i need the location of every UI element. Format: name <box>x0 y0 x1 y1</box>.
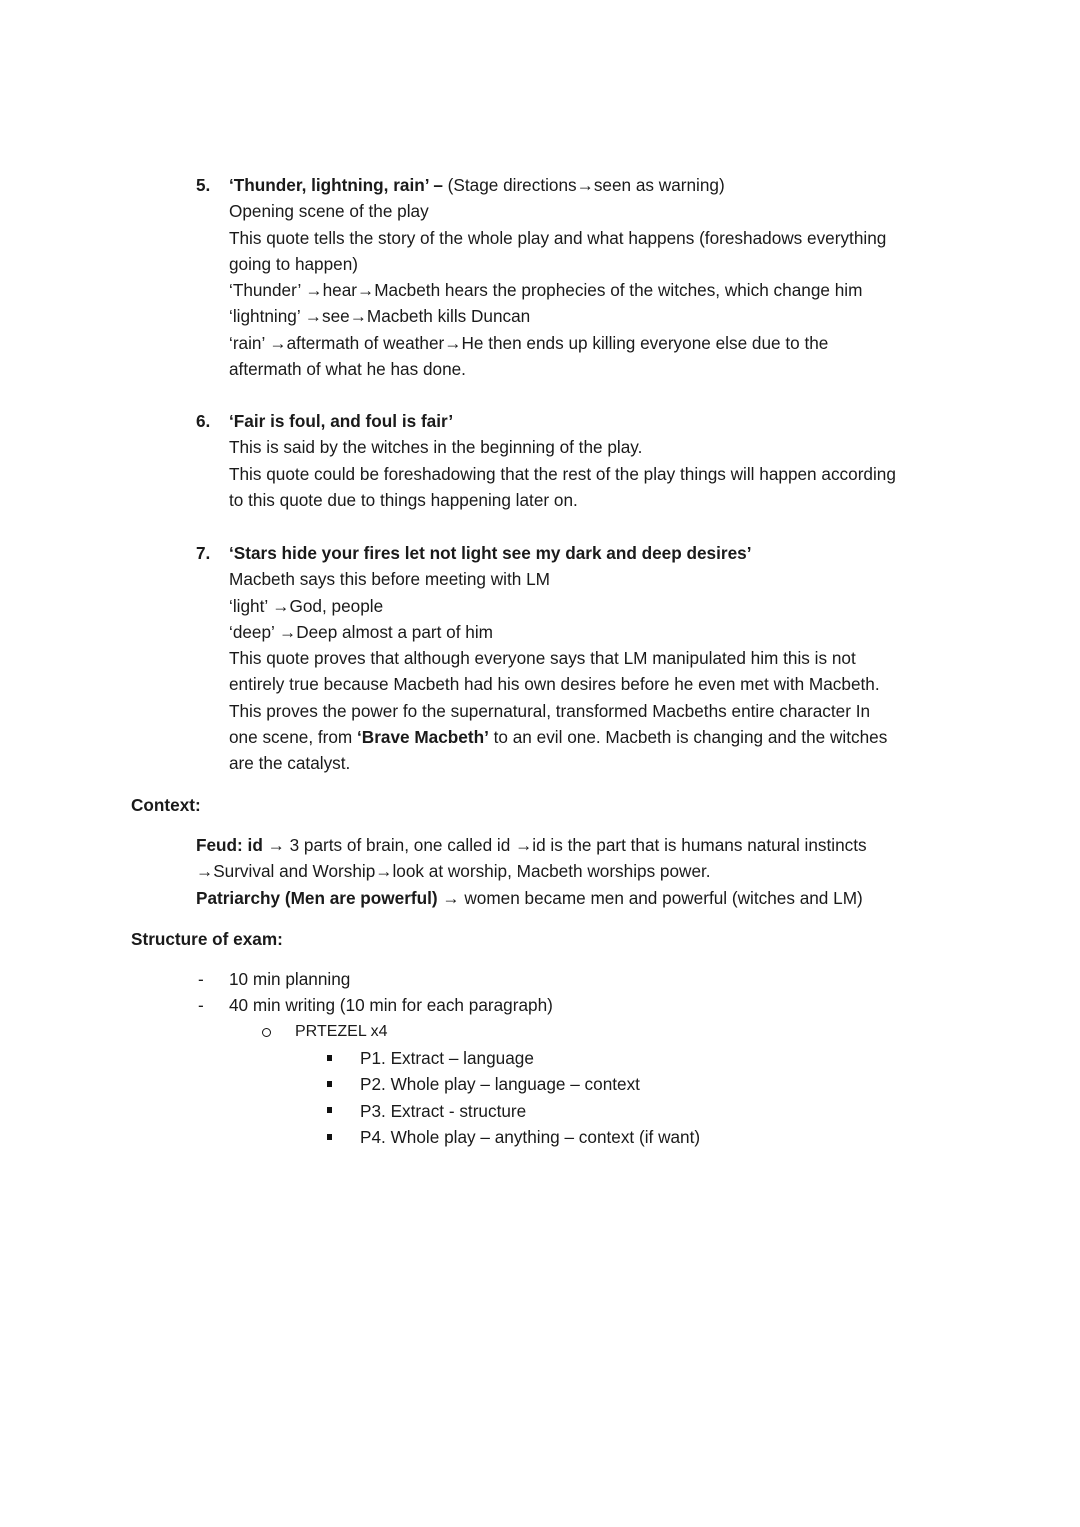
bold-quote: ‘Brave Macbeth’ <box>357 727 489 748</box>
quote-heading <box>229 540 751 566</box>
note-line: This quote proves that although everyone says that LM manipulated him this is not <box>229 648 856 669</box>
square-bullet-icon <box>327 1055 332 1061</box>
quote-heading <box>229 408 453 434</box>
context-term: Feud: id <box>196 835 263 855</box>
sub-list-item: PRTEZEL x4 <box>295 1022 388 1040</box>
context-line: →Survival and Worship→look at worship, Macbeth worships power. <box>196 861 711 882</box>
list-item: 10 min planning <box>229 969 351 989</box>
paragraph-item: P2. Whole play – language – context <box>360 1074 640 1095</box>
quote-text: ‘Fair is foul, and foul is fair’ <box>229 411 454 431</box>
line-text: one scene, from <box>229 727 358 748</box>
note-line: Opening scene of the play <box>229 201 429 222</box>
quote-text: ‘Stars hide your fires let not light see my dark and deep desires’ <box>229 543 752 563</box>
note-line: ‘rain’ →aftermath of weather→He then ends up killing everyone else due to the <box>229 332 829 353</box>
note-line: ‘deep’ →Deep almost a part of him <box>229 621 493 642</box>
quote-separator: – <box>428 175 448 195</box>
note-line: aftermath of what he has done. <box>229 359 466 380</box>
note-line: Macbeth says this before meeting with LM <box>229 569 550 590</box>
context-body <box>196 832 867 911</box>
quote-heading <box>229 172 725 198</box>
note-line <box>229 724 887 750</box>
note-line: This quote tells the story of the whole play and what happens (foreshadows everything <box>229 227 887 248</box>
note-line: are the catalyst. <box>229 753 351 774</box>
square-bullet-icon <box>327 1134 332 1140</box>
square-bullet-icon <box>327 1081 332 1087</box>
note-line: ‘lightning’ →see→Macbeth kills Duncan <box>229 306 531 327</box>
note-line: entirely true because Macbeth had his own desires before he even met with Macbeth. <box>229 674 880 695</box>
context-line <box>196 832 867 858</box>
square-bullet-icon <box>327 1107 332 1113</box>
quote-note: (Stage directions→seen as warning) <box>447 175 725 195</box>
quote-text: ‘Thunder, lightning, rain’ <box>229 175 429 195</box>
dash-bullet: - <box>198 995 204 1016</box>
item-number: 5. <box>196 175 211 195</box>
structure-heading: Structure of exam: <box>131 929 283 949</box>
paragraph-item: P4. Whole play – anything – context (if want) <box>360 1126 701 1147</box>
item-notes <box>229 434 896 513</box>
context-heading: Context: <box>131 795 201 815</box>
note-line: going to happen) <box>229 253 359 274</box>
note-line: to this quote due to things happening later on. <box>229 489 578 510</box>
note-line: ‘light’ →God, people <box>229 595 384 616</box>
note-line: This is said by the witches in the beginning of the play. <box>229 437 643 458</box>
note-line: ‘Thunder’ →hear→Macbeth hears the prophecies of the witches, which change him <box>229 280 863 301</box>
item-number: 6. <box>196 411 211 431</box>
note-line: This proves the power fo the supernatural, transformed Macbeths entire character In <box>229 700 871 721</box>
list-item: 40 min writing (10 min for each paragraph) <box>229 995 553 1016</box>
context-text: → women became men and powerful (witches and LM) <box>437 887 863 908</box>
context-line <box>196 885 867 911</box>
circle-bullet-icon <box>262 1028 271 1037</box>
context-text: → 3 parts of brain, one called id →id is the part that is humans natural instincts <box>262 835 867 855</box>
dash-bullet: - <box>198 969 204 989</box>
item-notes <box>229 566 887 776</box>
item-notes <box>229 198 886 382</box>
item-number: 7. <box>196 543 211 563</box>
paragraph-item: P3. Extract - structure <box>360 1100 527 1121</box>
paragraph-item: P1. Extract – language <box>360 1047 534 1068</box>
line-text: to an evil one. Macbeth is changing and the witches <box>488 727 888 748</box>
note-line: This quote could be foreshadowing that the rest of the play things will happen according <box>229 463 896 484</box>
context-term: Patriarchy (Men are powerful) <box>196 887 438 908</box>
